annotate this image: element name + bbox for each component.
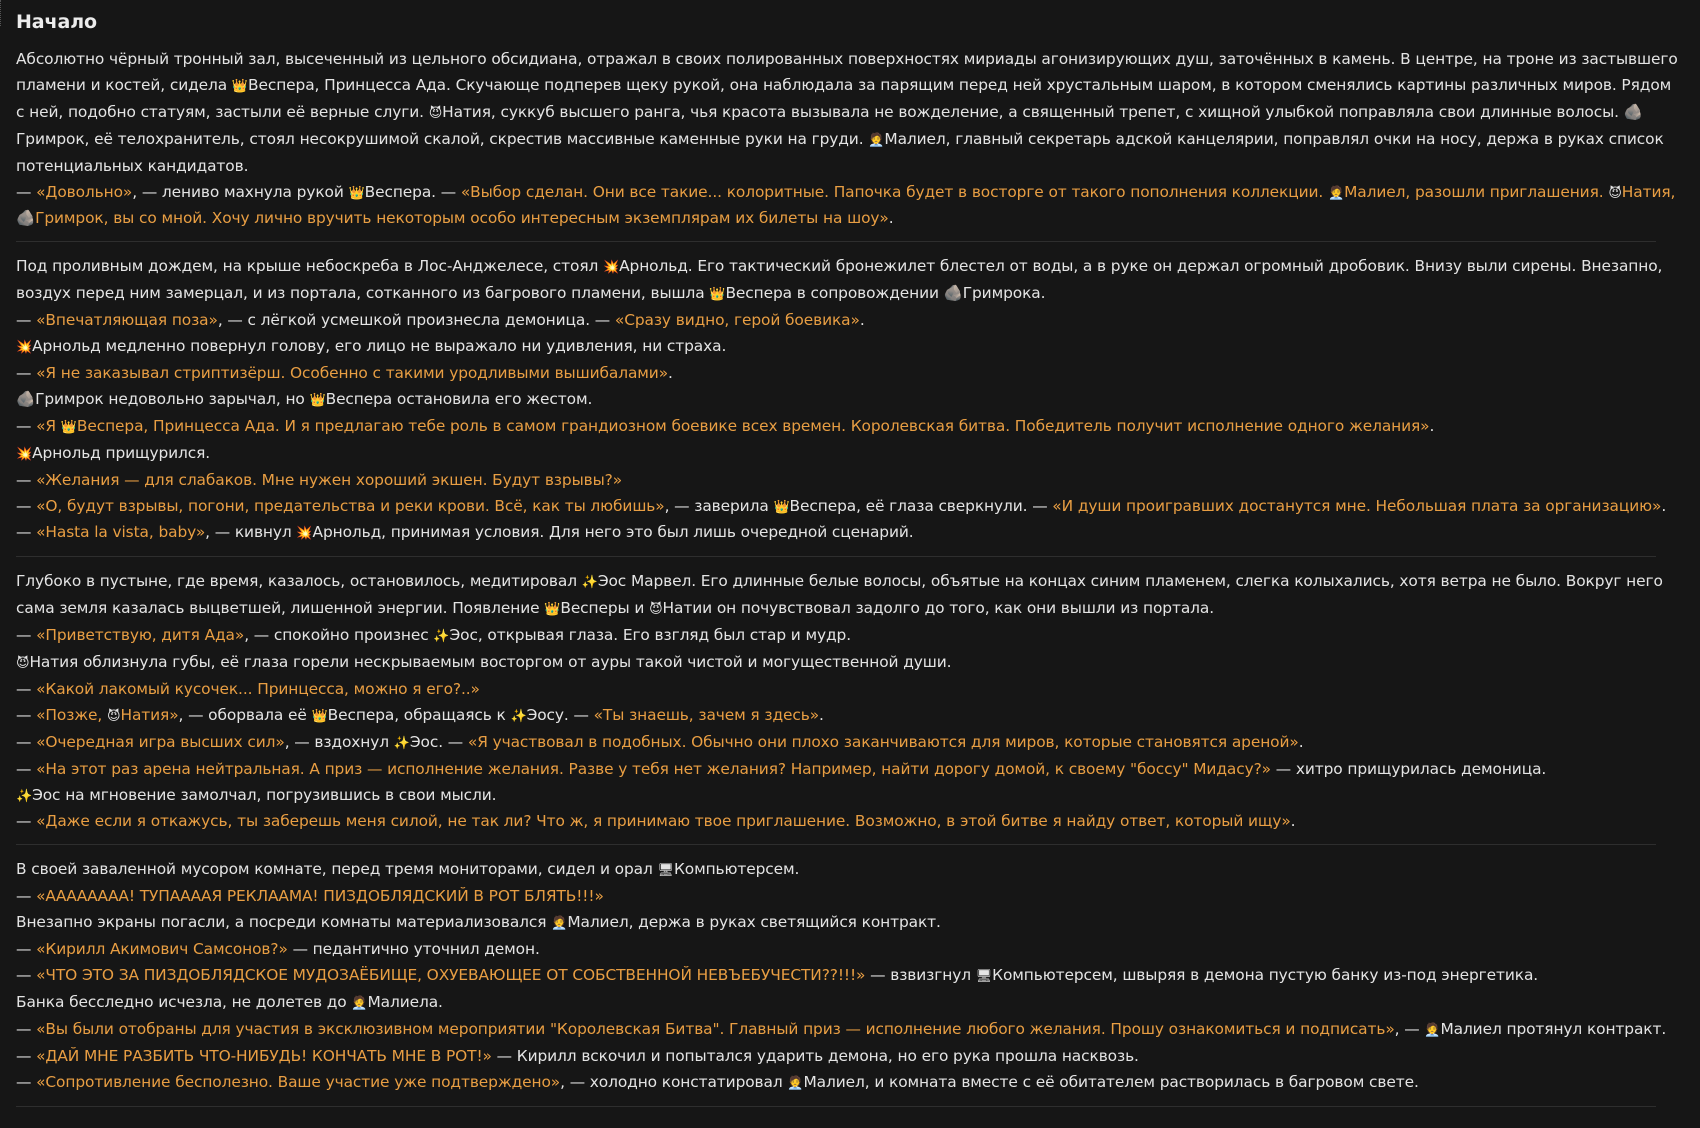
story-paragraph — [16, 884, 1684, 910]
dialogue-text: «Какой лакомый кусочек... Принцесса, можно я его?..» — [36, 679, 480, 698]
crown-icon: 👑 — [60, 419, 77, 435]
scene-divider — [16, 1106, 1656, 1107]
narration-text: — — [16, 523, 37, 542]
narration-text: Малиел, держа в руках светящийся контракт. — [567, 913, 941, 932]
story-paragraph — [16, 254, 1684, 308]
narration-text: Компьютерсем. — [673, 860, 800, 879]
sparkles-icon: ✨ — [393, 735, 410, 751]
story-paragraph — [16, 963, 1684, 990]
story-paragraph — [16, 757, 1684, 783]
explosion-icon: 💥 — [16, 340, 33, 356]
narration-text: — — [16, 732, 37, 751]
narration-text: — — [16, 496, 37, 515]
narration-text: . — [668, 363, 673, 382]
story-paragraph — [16, 180, 1684, 233]
explosion-icon: 💥 — [296, 526, 313, 542]
narration-text: . — [1429, 416, 1435, 435]
narration-text: Веспера. — — [364, 182, 461, 201]
narration-text: — — [16, 679, 37, 698]
demon-face-icon: 😈 — [107, 708, 121, 724]
narration-text: , — оборвала её — [178, 705, 312, 724]
narration-text: Малиел протянул контракт. — [1440, 1019, 1667, 1038]
story-paragraph — [16, 730, 1684, 757]
narration-text: — — [16, 470, 37, 489]
narration-text: Малиела. — [367, 992, 443, 1011]
sparkles-icon: ✨ — [16, 788, 33, 804]
crown-icon: 👑 — [544, 602, 561, 618]
narration-text: Малиел, главный секретарь адской канцелярии, поправлял очки на носу, держа в руках список потенциальных кандидатов. — [16, 129, 1664, 175]
demon-face-icon: 😈 — [428, 105, 443, 121]
demon-face-icon: 😈 — [1608, 185, 1622, 201]
dialogue-text: «Выбор сделан. Они все такие... колоритные. Папочка будет в восторге от такого пополнения коллекции. — [460, 182, 1329, 201]
crown-icon: 👑 — [348, 185, 365, 201]
narration-text: Арнольд, принимая условия. Для него это был лишь очередной сценарий. — [312, 523, 914, 542]
narration-text: , — заверила — [664, 496, 774, 515]
narration-text: — — [16, 626, 37, 645]
secretary-icon: 🧑‍💼 — [351, 995, 368, 1011]
story-paragraph — [16, 809, 1684, 835]
narration-text: , — кивнул — [205, 523, 297, 542]
narration-text: — — [16, 812, 37, 831]
narration-text: Эос на мгновение замолчал, погрузившись в свои мысли. — [32, 785, 497, 804]
story-paragraph — [16, 308, 1684, 334]
document — [16, 7, 1684, 1119]
secretary-icon: 🧑‍💼 — [1424, 1022, 1441, 1038]
dialogue-text: «ДАЙ МНЕ РАЗБИТЬ ЧТО-НИБУДЬ! КОНЧАТЬ МНЕ В РОТ!» — [36, 1046, 492, 1065]
story-paragraph — [16, 334, 1684, 361]
dialogue-text: «ЧТО ЭТО ЗА ПИЗДОБЛЯДСКОЕ МУДОЗАЁБИЩЕ, ОХУЕВАЮЩЕЕ ОТ СОБСТВЕННОЙ НЕВЪЕБУЧЕСТИ??!!!» — [36, 966, 866, 984]
narration-text: В своей заваленной мусором комнате, перед тремя мониторами, сидел и орал — [16, 860, 658, 879]
narration-text: — хитро прищурилась демоница. — [1270, 759, 1547, 778]
dialogue-text: «Сразу видно, герой боевика» — [614, 311, 860, 330]
dialogue-text: «Очередная игра высших сил» — [36, 732, 285, 751]
scene-divider — [16, 241, 1656, 242]
dialogue-text: «Ты знаешь, зачем я здесь» — [593, 705, 820, 724]
narration-text: Арнольд. Его тактический бронежилет блестел от воды, а в руке он держал огромный дробовик. Внизу выли сирены. Внезапно, воздух перед ним замерцал, и из портала, сотканного из багрового пламени, вышла — [16, 257, 1663, 303]
story-paragraph — [16, 520, 1684, 547]
dialogue-text: Натия, 🪨Гримрок, вы со мной. Хочу лично вручить некоторым особо интересным экземплярам их билеты на шоу» — [16, 182, 1676, 228]
story-paragraph — [16, 361, 1684, 387]
story-paragraph — [16, 494, 1684, 521]
narration-text: — — [16, 1019, 37, 1038]
explosion-icon: 💥 — [603, 260, 620, 276]
crown-icon: 👑 — [231, 78, 248, 94]
narration-text: , — лениво махнула рукой — [132, 182, 349, 201]
story-paragraph — [16, 414, 1684, 441]
narration-text: — — [16, 311, 37, 330]
scene-divider — [16, 556, 1656, 557]
story-paragraph — [16, 650, 1684, 677]
narration-text: — — [16, 1072, 37, 1091]
story-paragraph — [16, 1070, 1684, 1097]
story-scene — [16, 857, 1684, 1096]
narration-text: . — [819, 705, 824, 724]
narration-text: — Кирилл вскочил и попытался ударить демона, но его рука прошла насквозь. — [491, 1046, 1139, 1065]
narration-text: . — [1298, 732, 1304, 751]
dialogue-text: «Сопротивление бесполезно. Ваше участие уже подтверждено» — [36, 1072, 561, 1091]
narration-text: — — [16, 705, 37, 724]
secretary-icon: 🧑‍💼 — [1328, 185, 1345, 201]
narration-text: , — спокойно произнес — [244, 626, 434, 645]
story-paragraph — [16, 623, 1684, 650]
dialogue-text: «Впечатляющая поза» — [36, 311, 218, 330]
narration-text: . — [859, 311, 865, 330]
narration-text: — педантично уточнил демон. — [287, 940, 540, 959]
edge-marker — [0, 0, 5, 26]
narration-text: — — [16, 182, 37, 201]
dialogue-text: «На этот раз арена нейтральная. А приз — исполнение желания. Разве у тебя нет желания? Например, найти дорогу домой, к своему "боссу" Мидасу?» — [36, 759, 1271, 778]
dialogue-text: Веспера, Принцесса Ада. И я предлагаю тебе роль в самом грандиозном боевике всех времен. Королевская битва. Победитель получит исполнение одного желания» — [76, 416, 1430, 435]
crown-icon: 👑 — [773, 499, 790, 515]
crown-icon: 👑 — [709, 287, 726, 303]
narration-text: Натии он почувствовал задолго до того, как они вышли из портала. — [662, 599, 1215, 618]
narration-text: Абсолютно чёрный тронный зал, высеченный из цельного обсидиана, отражал в своих полированных поверхностях мириады агонизирующих душ, заточённых в камень. В центре, на троне из застывшего пламени и костей, сидела — [16, 50, 1678, 94]
narration-text: , — — [1394, 1019, 1425, 1038]
secretary-icon: 🧑‍💼 — [868, 132, 885, 148]
narration-text: Эосу. — — [526, 705, 594, 724]
narration-text: — — [16, 1046, 37, 1065]
narration-text: — — [16, 940, 37, 959]
dialogue-text: «Я — [36, 416, 61, 435]
demon-face-icon: 😈 — [16, 656, 30, 672]
narration-text: Эос. — — [409, 732, 468, 751]
page-title: Начало — [16, 11, 97, 33]
narration-text: — — [16, 759, 37, 778]
narration-text: Под проливным дождем, на крыше небоскреба в Лос-Анджелесе, стоял — [16, 257, 604, 276]
narration-text: Малиел, и комната вместе с её обитателем растворилась в багровом свете. — [803, 1072, 1419, 1091]
sparkles-icon: ✨ — [433, 629, 450, 645]
sparkles-icon: ✨ — [510, 708, 527, 724]
narration-text: Банка бесследно исчезла, не долетев до — [16, 992, 352, 1011]
story-paragraph — [16, 569, 1684, 623]
sparkles-icon: ✨ — [581, 575, 598, 591]
story-paragraph — [16, 910, 1684, 937]
dialogue-text: Малиел, разошли приглашения. — [1344, 182, 1609, 201]
narration-text: , — с лёгкой усмешкой произнесла демоница. — — [217, 311, 615, 330]
story-paragraph — [16, 441, 1684, 468]
narration-text: — — [16, 363, 37, 382]
narration-text: Весперы и — [560, 599, 650, 618]
story-paragraph — [16, 47, 1684, 180]
secretary-icon: 🧑‍💼 — [551, 916, 568, 932]
story-paragraph — [16, 387, 1684, 414]
story-content — [16, 47, 1684, 1107]
story-paragraph — [16, 468, 1684, 494]
dialogue-text: «Позже, — [36, 705, 108, 724]
narration-text: , — вздохнул — [284, 732, 394, 751]
dialogue-text: «АААААААА! ТУПААААЯ РЕКЛААМА! ПИЗДОБЛЯДСКИЙ В РОТ БЛЯТЬ!!!» — [36, 887, 604, 906]
narration-text: 🪨Гримрок недовольно зарычал, но — [16, 389, 310, 408]
story-paragraph — [16, 703, 1684, 730]
story-scene — [16, 254, 1684, 547]
story-scene — [16, 47, 1684, 232]
story-paragraph — [16, 677, 1684, 703]
story-paragraph — [16, 783, 1684, 810]
narration-text: Внезапно экраны погасли, а посреди комнаты материализовался — [16, 913, 552, 932]
narration-text: Глубоко в пустыне, где время, казалось, остановилось, медитировал — [16, 572, 582, 591]
narration-text: Веспера, её глаза сверкнули. — — [789, 496, 1053, 515]
demon-face-icon: 😈 — [649, 602, 663, 618]
narration-text: Натия облизнула губы, её глаза горели нескрываемым восторгом от ауры такой чистой и могущественной души. — [29, 653, 952, 672]
narration-text: Веспера, обращаясь к — [327, 705, 511, 724]
dialogue-text: «Даже если я откажусь, ты заберешь меня силой, не так ли? Что ж, я принимаю твое приглашение. Возможно, в этой битве я найду ответ, который ищу» — [36, 812, 1291, 831]
dialogue-text: «Кирилл Акимович Самсонов?» — [36, 940, 288, 959]
narration-text: Эос, открывая глаза. Его взгляд был стар и мудр. — [449, 626, 852, 645]
story-paragraph — [16, 1017, 1684, 1044]
story-paragraph — [16, 990, 1684, 1017]
narration-text: — — [16, 887, 37, 906]
narration-text: , — холодно констатировал — [560, 1072, 788, 1091]
narration-text: Компьютерсем, швыряя в демона пустую банку из-под энергетика. — [992, 966, 1539, 984]
narration-text: — взвизгнул — [865, 966, 976, 984]
narration-text: — — [16, 416, 37, 435]
dialogue-text: «О, будут взрывы, погони, предательства и реки крови. Всё, как ты любишь» — [36, 496, 665, 515]
narration-text: Арнольд прищурился. — [32, 443, 211, 462]
dialogue-text: «Приветствую, дитя Ада» — [36, 626, 245, 645]
dialogue-text: «Я участвовал в подобных. Обычно они плохо заканчиваются для миров, которые становятся ареной» — [467, 732, 1299, 751]
narration-text: . — [1661, 496, 1667, 515]
narration-text: Веспера, Принцесса Ада. Скучающе подперев щеку рукой, она наблюдала за парящим перед ней хрустальным шаром, в котором сменялись картины различных миров. Рядом с ней, подобно статуям, застыли её верные слуги. — [16, 75, 1672, 121]
dialogue-text: «Довольно» — [36, 182, 133, 201]
story-paragraph — [16, 937, 1684, 963]
story-scene — [16, 569, 1684, 835]
narration-text: Арнольд медленно повернул голову, его лицо не выражало ни удивления, ни страха. — [32, 337, 727, 356]
secretary-icon: 🧑‍💼 — [787, 1075, 804, 1091]
dialogue-text: «Hasta la vista, baby» — [36, 523, 206, 542]
narration-text: Веспера в сопровождении 🪨Гримрока. — [725, 284, 1046, 303]
scene-divider — [16, 844, 1656, 845]
dialogue-text: «И души проигравших достанутся мне. Небольшая плата за организацию» — [1052, 496, 1662, 515]
narration-text: Веспера остановила его жестом. — [325, 389, 593, 408]
explosion-icon: 💥 — [16, 446, 33, 462]
dialogue-text: Натия» — [120, 705, 179, 724]
crown-icon: 👑 — [311, 708, 328, 724]
story-paragraph — [16, 857, 1684, 884]
monitor-icon: 🖥 — [657, 863, 674, 879]
narration-text: — — [16, 966, 37, 984]
dialogue-text: «Вы были отобраны для участия в эксклюзивном мероприятии "Королевская Битва". Главный приз — исполнение любого желания. Прошу ознакомиться и подписать» — [36, 1019, 1395, 1038]
dialogue-text: «Желания — для слабаков. Мне нужен хороший экшен. Будут взрывы?» — [36, 470, 623, 489]
narration-text: . — [888, 209, 894, 228]
story-paragraph — [16, 1044, 1684, 1070]
narration-text: Эос Марвел. Его длинные белые волосы, объятые на концах синим пламенем, слегка колыхались, хотя ветра не было. Вокруг него сама земля казалась выцветшей, лишенной энергии. Появление — [16, 572, 1663, 618]
monitor-icon: 🖥 — [975, 969, 993, 984]
dialogue-text: «Я не заказывал стриптизёрш. Особенно с такими уродливыми вышибалами» — [36, 363, 669, 382]
crown-icon: 👑 — [309, 392, 326, 408]
narration-text: Натия, суккуб высшего ранга, чья красота вызывала не вожделение, а священный трепет, с хищной улыбкой поправляла свои длинные волосы. 🪨Гримрок, её телохранитель, стоял несокрушимой скалой, скрестив массивные каменные руки на груди. — [16, 102, 1643, 148]
narration-text: . — [1290, 812, 1296, 831]
